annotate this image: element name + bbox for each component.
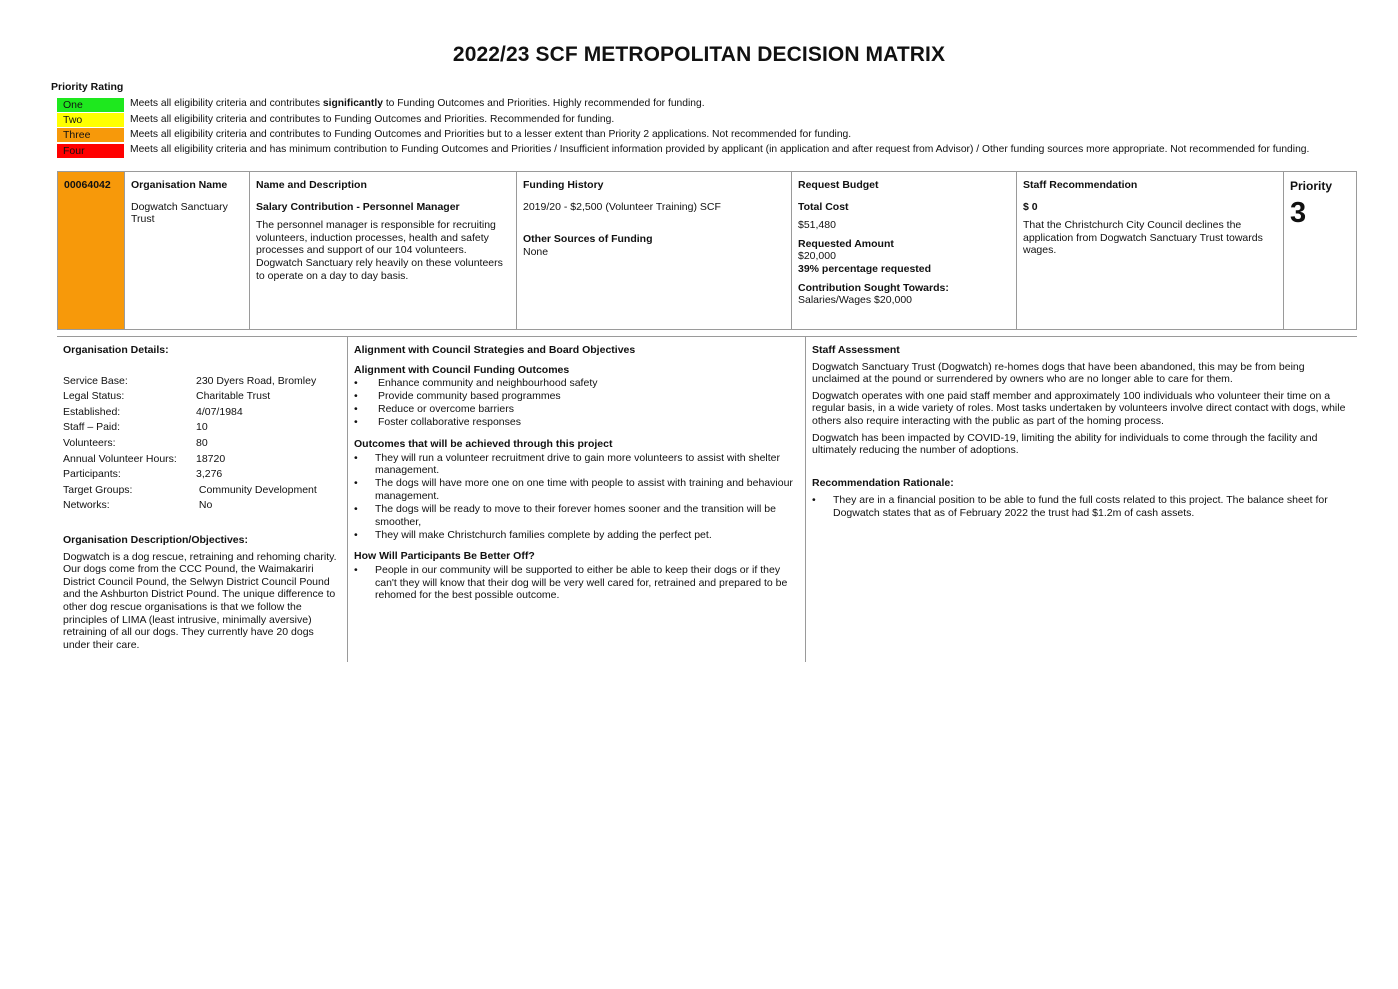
funding-outcomes-heading: Alignment with Council Funding Outcomes: [354, 363, 570, 376]
detail-label: Service Base:: [63, 374, 128, 387]
alignment-heading: Alignment with Council Strategies and Board Objectives: [354, 344, 636, 356]
staff-recommendation-text: That the Christchurch City Council declines the application from Dogwatch Sanctuary Trust towards wages.: [1023, 219, 1263, 257]
detail-value: 80: [196, 436, 208, 449]
budget-cell: [792, 172, 1017, 329]
staff-recommendation-amount: $ 0: [1023, 200, 1038, 213]
list-item: • Enhance community and neighbourhood safety: [354, 377, 799, 390]
contribution-label: Contribution Sought Towards:: [798, 281, 949, 294]
organisation-cell: [125, 172, 250, 329]
alignment-column: [348, 337, 806, 662]
staff-assessment-paragraph: Dogwatch operates with one paid staff member and approximately 100 individuals who volunteer their time on a regular basis, in a wide variety of roles. Most tasks undertaken by volunteers involve direct contact with dogs, while others also require interacting with the public as part of the homing process.: [812, 389, 1346, 427]
organisation-details-heading: Organisation Details:: [63, 344, 169, 356]
recommendation-rationale-list: [812, 494, 1351, 519]
priority-desc-two: Meets all eligibility criteria and contributes to Funding Outcomes and Priorities. Recommended for funding.: [130, 113, 615, 125]
detail-value: 230 Dyers Road, Bromley: [196, 374, 317, 387]
detail-row: [63, 484, 341, 500]
staff-recommendation-cell: [1017, 172, 1284, 329]
details-section: [57, 336, 1357, 662]
organisation-details-list: [63, 375, 341, 515]
application-id: 00064042: [58, 172, 125, 329]
priority-value: 3: [1290, 197, 1307, 230]
detail-value: 4/07/1984: [196, 405, 243, 418]
organisation-description: Dogwatch is a dog rescue, retraining and rehoming charity. Our dogs come from the CCC Pound, the Waimakariri District Council Pound, the Selwyn District Council Pound and the Ashburton District Pound. The unique difference to other dog rescue organisations is that we follow the principles of LIMA (least intrusive, minimally aversive) retraining of all our dogs. They currently have 20 dogs under their care.: [63, 550, 337, 651]
list-item: • The dogs will be ready to move to their forever homes sooner and the transition will be smoother,: [354, 503, 799, 528]
detail-label: Networks:: [63, 499, 110, 512]
funding-history-heading: Funding History: [523, 179, 604, 191]
project-description: The personnel manager is responsible for recruiting volunteers, induction processes, health and safety processes and support of our 104 volunteers. Dogwatch Sanctuary rely heavily on these volunteers to operate on a day to day basis.: [256, 219, 503, 282]
project-outcomes-heading: Outcomes that will be achieved through this project: [354, 438, 613, 451]
detail-row: [63, 406, 341, 422]
application-summary-table: [57, 171, 1357, 330]
request-budget-heading: Request Budget: [798, 179, 879, 191]
detail-value: Community Development: [196, 483, 317, 496]
detail-row: [63, 390, 341, 406]
other-sources: None: [523, 245, 549, 258]
priority-swatch-two: Two: [57, 113, 124, 127]
detail-row: [63, 499, 341, 515]
funding-outcomes-list: [354, 377, 799, 429]
better-off-list: [354, 564, 799, 602]
staff-assessment-column: [806, 337, 1357, 662]
organisation-name: Dogwatch Sanctuary Trust: [131, 200, 228, 226]
detail-value: 10: [196, 421, 208, 434]
total-cost-value: $51,480: [798, 219, 836, 232]
total-cost-label: Total Cost: [798, 200, 849, 213]
staff-recommendation-heading: Staff Recommendation: [1023, 179, 1138, 191]
priority-swatch-four: Four: [57, 144, 124, 158]
detail-label: Target Groups:: [63, 483, 133, 496]
list-item: • They will run a volunteer recruitment drive to gain more volunteers to assist with shelter management.: [354, 452, 799, 477]
organisation-details-column: [57, 337, 348, 662]
detail-label: Established:: [63, 405, 121, 418]
detail-label: Annual Volunteer Hours:: [63, 452, 177, 465]
staff-assessment-paragraph: Dogwatch has been impacted by COVID-19, limiting the ability for individuals to come through the facility and ultimately reducing the number of adoptions.: [812, 431, 1318, 457]
detail-label: Staff – Paid:: [63, 421, 121, 434]
detail-row: [63, 421, 341, 437]
percent-requested: 39% percentage requested: [798, 262, 932, 275]
detail-label: Participants:: [63, 468, 121, 481]
list-item: • People in our community will be supported to either be able to keep their dogs or if they can't they will know that their dog will be very well cared for, retrained and prepared to be rehomed for the best possible outcome.: [354, 564, 799, 602]
recommendation-rationale-heading: Recommendation Rationale:: [812, 476, 954, 489]
requested-amount-value: $20,000: [798, 250, 836, 263]
priority-heading: Priority: [1290, 179, 1333, 193]
priority-rating-legend: [57, 97, 1309, 158]
funding-cell: [517, 172, 792, 329]
organisation-name-heading: Organisation Name: [131, 179, 228, 191]
priority-desc-four: Meets all eligibility criteria and has minimum contribution to Funding Outcomes and Priorities / Insufficient information provided by applicant (in application and after request from Advisor) / Other funding sources more appropriate. Not recommended for funding.: [130, 144, 1310, 156]
list-item: • Reduce or overcome barriers: [354, 403, 799, 416]
priority-desc-three: Meets all eligibility criteria and contributes to Funding Outcomes and Priorities but to a lesser extent than Priority 2 applications. Not recommended for funding.: [130, 129, 852, 141]
name-description-heading: Name and Description: [256, 179, 367, 191]
detail-row: [63, 375, 341, 391]
priority-row-three: [57, 128, 1309, 143]
project-title: Salary Contribution - Personnel Manager: [256, 200, 460, 213]
detail-value: No: [196, 499, 213, 512]
funding-history: 2019/20 - $2,500 (Volunteer Training) SCF: [523, 200, 721, 213]
priority-row-one: [57, 97, 1309, 112]
requested-amount-label: Requested Amount: [798, 237, 894, 250]
project-cell: [250, 172, 517, 329]
detail-row: [63, 437, 341, 453]
detail-value: 18720: [196, 452, 226, 465]
contribution-value: Salaries/Wages $20,000: [798, 294, 913, 307]
page-title: 2022/23 SCF METROPOLITAN DECISION MATRIX: [452, 43, 946, 66]
project-outcomes-list: [354, 452, 799, 542]
staff-assessment-heading: Staff Assessment: [812, 344, 900, 356]
priority-row-four: [57, 143, 1309, 158]
priority-row-two: [57, 112, 1309, 127]
detail-row: [63, 468, 341, 484]
priority-desc-one: Meets all eligibility criteria and contributes significantly to Funding Outcomes and Priorities. Highly recommended for funding.: [130, 98, 705, 110]
detail-row: [63, 453, 341, 469]
better-off-heading: How Will Participants Be Better Off?: [354, 550, 535, 563]
detail-label: Volunteers:: [63, 436, 116, 449]
list-item: • They are in a financial position to be able to fund the full costs related to this project. The balance sheet for Dogwatch states that as of February 2022 the trust had $1.2m of cash assets.: [812, 494, 1351, 519]
priority-swatch-three: Three: [57, 128, 124, 142]
staff-assessment-paragraph: Dogwatch Sanctuary Trust (Dogwatch) re-homes dogs that have been abandoned, this may be from being unclaimed at the pound or surrendered by owners who are no longer able to care for them.: [812, 360, 1305, 386]
organisation-description-heading: Organisation Description/Objectives:: [63, 533, 248, 546]
priority-rating-heading: Priority Rating: [51, 81, 124, 93]
other-sources-heading: Other Sources of Funding: [523, 233, 653, 246]
priority-cell: [1284, 172, 1356, 329]
list-item: • Provide community based programmes: [354, 390, 799, 403]
detail-label: Legal Status:: [63, 390, 125, 403]
list-item: • The dogs will have more one on one time with people to assist with training and behaviour management.: [354, 477, 799, 502]
list-item: • They will make Christchurch families complete by adding the perfect pet.: [354, 529, 799, 542]
detail-value: Charitable Trust: [196, 390, 271, 403]
detail-value: 3,276: [196, 468, 223, 481]
priority-swatch-one: One: [57, 98, 124, 112]
list-item: • Foster collaborative responses: [354, 416, 799, 429]
